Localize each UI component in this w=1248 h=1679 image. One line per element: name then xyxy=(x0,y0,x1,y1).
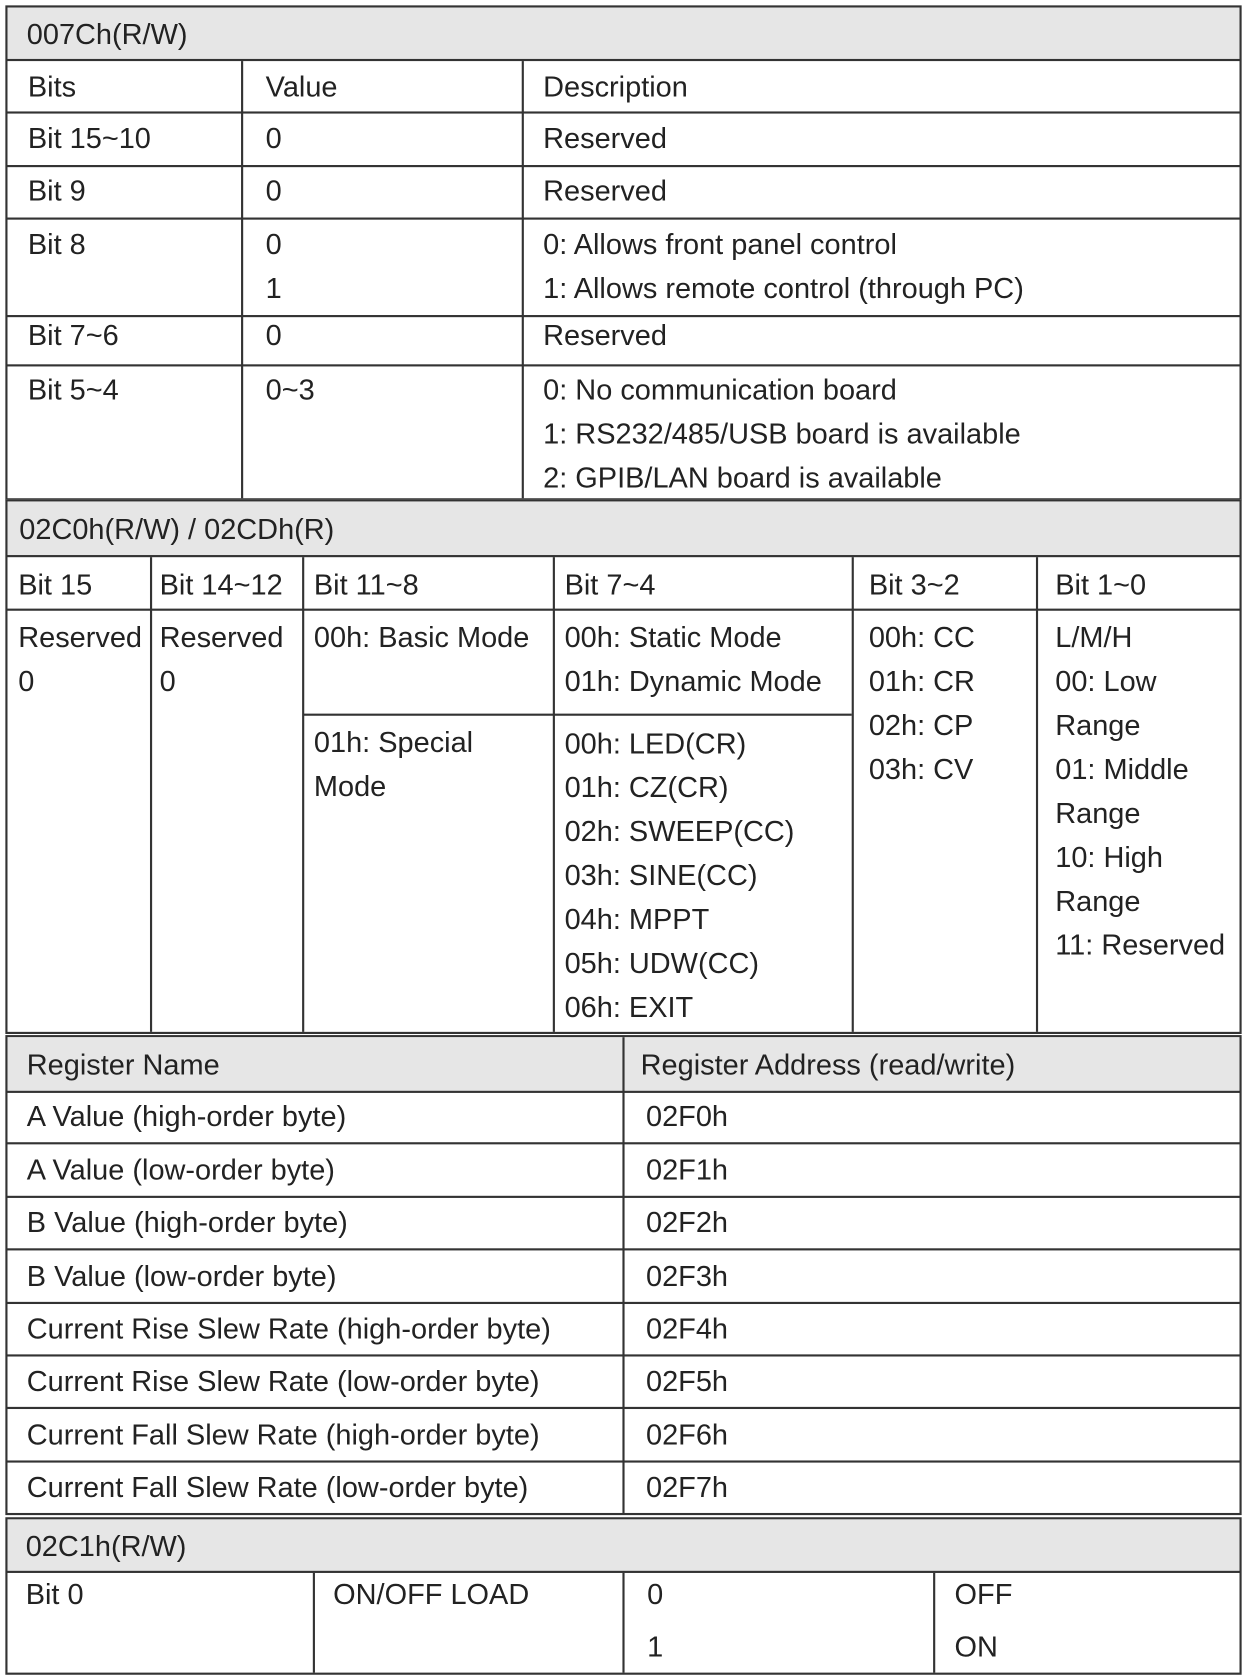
register-table-02c0h xyxy=(5,499,1241,1034)
table-row-register-name: A Value (low-order byte) xyxy=(26,1154,335,1187)
table-row-register-name: B Value (high-order byte) xyxy=(26,1206,348,1239)
table-row-register-name: Current Rise Slew Rate (low-order byte) xyxy=(26,1365,540,1398)
bit1-0-cell: L/M/H 00: Low Range 01: Middle Range 10: High Range 11: Reserved xyxy=(1055,621,1226,962)
table-title: 02C0h(R/W) / 02CDh(R) xyxy=(19,513,335,546)
table-row-value: 0 xyxy=(265,319,282,352)
column-header-value: Value xyxy=(265,70,338,103)
state-off: OFF xyxy=(954,1578,1013,1611)
bit0-label: Bit 0 xyxy=(25,1578,84,1611)
table-row-register-address: 02F2h xyxy=(645,1206,729,1239)
bit11-8-special-cell: 01h: Special Mode xyxy=(313,726,474,803)
column-header-bit11-8: Bit 11~8 xyxy=(313,568,419,602)
table-row-register-name: Current Rise Slew Rate (high-order byte) xyxy=(26,1312,551,1345)
table-row-bits: Bit 8 xyxy=(27,228,86,261)
bit14-12-cell: Reserved 0 xyxy=(159,621,284,698)
column-header-register-name: Register Name xyxy=(26,1048,220,1082)
table-row-description: 0: No communication board 1: RS232/485/USB board is available 2: GPIB/LAN board is available xyxy=(543,373,1021,494)
value-0: 0 xyxy=(647,1578,664,1611)
column-header-description: Description xyxy=(543,70,688,103)
register-table-02c1h xyxy=(5,1517,1241,1675)
table-title-bar xyxy=(7,8,1239,62)
table-row-bits: Bit 5~4 xyxy=(27,373,119,407)
bit3-2-cell: 00h: CC 01h: CR 02h: CP 03h: CV xyxy=(868,621,975,786)
table-title: 007Ch(R/W) xyxy=(26,18,188,51)
register-table-007ch xyxy=(5,5,1241,500)
table-row-bits: Bit 15~10 xyxy=(27,122,151,155)
table-row-register-address: 02F4h xyxy=(645,1312,729,1345)
table-row-register-address: 02F1h xyxy=(645,1154,729,1187)
table-row-value: 0~3 xyxy=(265,373,315,407)
table-row-register-address: 02F5h xyxy=(645,1365,729,1398)
table-row-bits: Bit 7~6 xyxy=(27,319,119,352)
column-header-bits: Bits xyxy=(27,70,77,103)
state-on: ON xyxy=(954,1630,998,1663)
column-header-bit7-4: Bit 7~4 xyxy=(564,568,656,602)
table-row-register-address: 02F0h xyxy=(645,1100,729,1133)
table-row-register-address: 02F7h xyxy=(645,1471,729,1504)
table-row-register-name: A Value (high-order byte) xyxy=(26,1100,347,1133)
value-1: 1 xyxy=(647,1630,664,1663)
bit11-8-basic-cell: 00h: Basic Mode xyxy=(313,621,530,654)
column-header-register-address: Register Address (read/write) xyxy=(640,1048,1016,1082)
table-row-description: Reserved xyxy=(543,122,667,155)
column-header-bit14-12: Bit 14~12 xyxy=(159,568,283,602)
table-title-bar xyxy=(7,1519,1239,1573)
bit7-4-basic-cell: 00h: Static Mode 01h: Dynamic Mode xyxy=(564,621,822,698)
column-header-bit15: Bit 15 xyxy=(18,568,93,602)
table-row-value: 0 xyxy=(265,122,282,155)
on-off-load-label: ON/OFF LOAD xyxy=(333,1578,530,1611)
column-header-bit3-2: Bit 3~2 xyxy=(868,568,960,602)
column-header-bit1-0: Bit 1~0 xyxy=(1055,568,1147,602)
table-row-value: 0 1 xyxy=(265,228,282,305)
table-row-value: 0 xyxy=(265,174,282,207)
table-row-register-name: Current Fall Slew Rate (high-order byte) xyxy=(26,1418,540,1451)
table-row-register-address: 02F3h xyxy=(645,1260,729,1293)
bit15-cell: Reserved 0 xyxy=(18,621,143,698)
table-title: 02C1h(R/W) xyxy=(25,1530,187,1563)
table-row-register-address: 02F6h xyxy=(645,1418,729,1451)
table-row-bits: Bit 9 xyxy=(27,174,86,207)
table-row-register-name: B Value (low-order byte) xyxy=(26,1260,337,1293)
table-row-description: 0: Allows front panel control 1: Allows remote control (through PC) xyxy=(543,228,1024,305)
register-address-table xyxy=(5,1035,1241,1515)
table-row-register-name: Current Fall Slew Rate (low-order byte) xyxy=(26,1471,529,1504)
table-row-description: Reserved xyxy=(543,174,667,207)
bit7-4-special-cell: 00h: LED(CR) 01h: CZ(CR) 02h: SWEEP(CC) 03h: SINE(CC) 04h: MPPT 05h: UDW(CC) 06h: EXIT xyxy=(564,727,795,1024)
table-row-description: Reserved xyxy=(543,319,667,352)
